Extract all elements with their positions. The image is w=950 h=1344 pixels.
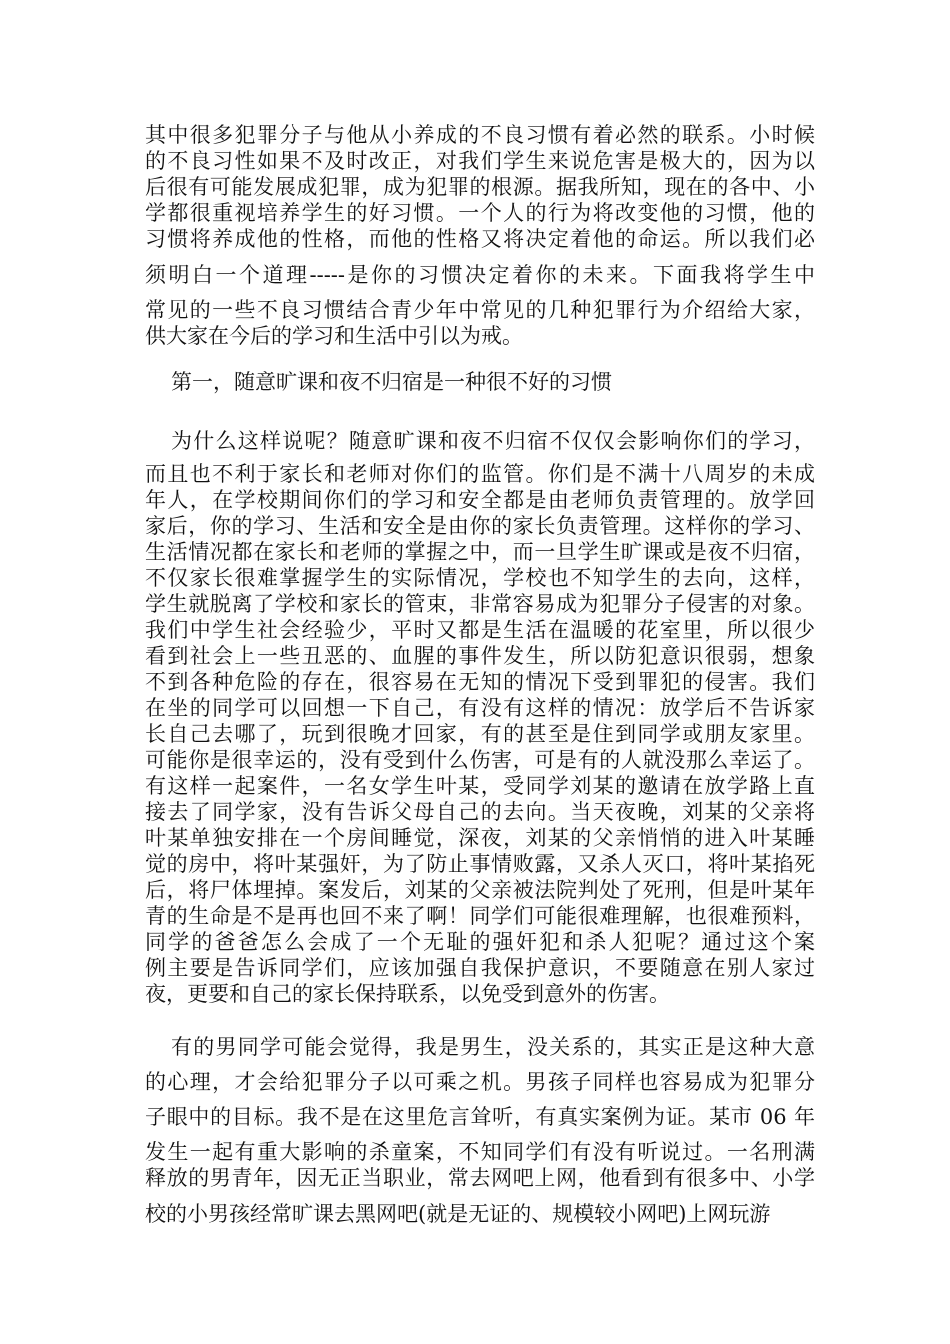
text-line: 夜，更要和自己的家长保持联系，以免受到意外的伤害。 (145, 982, 670, 1006)
text-line: 不到各种危险的存在，很容易在无知的情况下受到罪犯的侵害。我们 (145, 670, 815, 694)
text-line: 校的小男孩经常旷课去黑网吧(就是无证的、规模较小网吧)上网玩游 (145, 1202, 771, 1226)
text-line: 的不良习性如果不及时改正，对我们学生来说危害是极大的，因为以 (145, 149, 815, 173)
text-line: 在坐的同学可以回想一下自己，有没有这样的情况：放学后不告诉家 (145, 696, 815, 720)
text-line: 学都很重视培养学生的好习惯。一个人的行为将改变他的习惯，他的 (145, 201, 815, 225)
text-line: 而且也不利于家长和老师对你们的监管。你们是不满十八周岁的未成 (145, 462, 815, 486)
text-line: 觉的房中，将叶某强奸，为了防止事情败露，又杀人灭口，将叶某掐死 (145, 852, 815, 876)
text-line: 为什么这样说呢？随意旷课和夜不归宿不仅仅会影响你们的学习， (171, 429, 815, 453)
text-line: 可能你是很幸运的，没有受到什么伤害，可是有的人就没那么幸运了。 (145, 748, 815, 772)
text-line: 发生一起有重大影响的杀童案，不知同学们有没有听说过。一名刑满 (145, 1140, 815, 1164)
text-line: 不仅家长很难掌握学生的实际情况，学校也不知学生的去向，这样， (145, 566, 815, 590)
text-line: 学生就脱离了学校和家长的管束，非常容易成为犯罪分子侵害的对象。 (145, 592, 815, 616)
text-line: 其中很多犯罪分子与他从小养成的不良习惯有着必然的联系。小时候 (145, 123, 815, 147)
text-line: 子眼中的目标。我不是在这里危言耸听，有真实案例为证。某市 06 年 (145, 1105, 815, 1129)
text-line: 常见的一些不良习惯结合青少年中常见的几种犯罪行为介绍给大家， (145, 298, 815, 322)
text-line: 有这样一起案件，一名女学生叶某，受同学刘某的邀请在放学路上直 (145, 774, 815, 798)
text-line: 例主要是告诉同学们，应该加强自我保护意识，不要随意在别人家过 (145, 956, 815, 980)
text-line: 家后，你的学习、生活和安全是由你的家长负责管理。这样你的学习、 (145, 514, 815, 538)
text-line: 叶某单独安排在一个房间睡觉，深夜，刘某的父亲悄悄的进入叶某睡 (145, 826, 815, 850)
text-line: 年人，在学校期间你们的学习和安全都是由老师负责管理的。放学回 (145, 488, 815, 512)
text-line: 后很有可能发展成犯罪，成为犯罪的根源。据我所知，现在的各中、小 (145, 175, 815, 199)
text-line: 同学的爸爸怎么会成了一个无耻的强奸犯和杀人犯呢？通过这个案 (145, 930, 815, 954)
text-line: 接去了同学家，没有告诉父母自己的去向。当天夜晚，刘某的父亲将 (145, 800, 815, 824)
text-line: 我们中学生社会经验少，平时又都是生活在温暖的花室里，所以很少 (145, 618, 815, 642)
text-line: 长自己去哪了，玩到很晚才回家，有的甚至是住到同学或朋友家里。 (145, 722, 815, 746)
text-line: 供大家在今后的学习和生活中引以为戒。 (145, 324, 523, 348)
section-heading: 第一，随意旷课和夜不归宿是一种很不好的习惯 (171, 370, 612, 394)
text-line: 生活情况都在家长和老师的掌握之中，而一旦学生旷课或是夜不归宿， (145, 540, 815, 564)
text-line: 释放的男青年，因无正当职业，常去网吧上网，他看到有很多中、小学 (145, 1166, 815, 1190)
text-line: 青的生命是不是再也回不来了啊！同学们可能很难理解，也很难预料， (145, 904, 815, 928)
text-line: 的心理，才会给犯罪分子以可乘之机。男孩子同样也容易成为犯罪分 (145, 1070, 815, 1094)
text-line: 有的男同学可能会觉得，我是男生，没关系的，其实正是这种大意 (171, 1035, 815, 1059)
text-line: 后，将尸体埋掉。案发后，刘某的父亲被法院判处了死刑，但是叶某年 (145, 878, 815, 902)
text-line: 看到社会上一些丑恶的、血腥的事件发生，所以防犯意识很弱，想象 (145, 644, 815, 668)
text-line: 须明白一个道理-----是你的习惯决定着你的未来。下面我将学生中 (145, 263, 815, 287)
text-line: 习惯将养成他的性格，而他的性格又将决定着他的命运。所以我们必 (145, 227, 815, 251)
